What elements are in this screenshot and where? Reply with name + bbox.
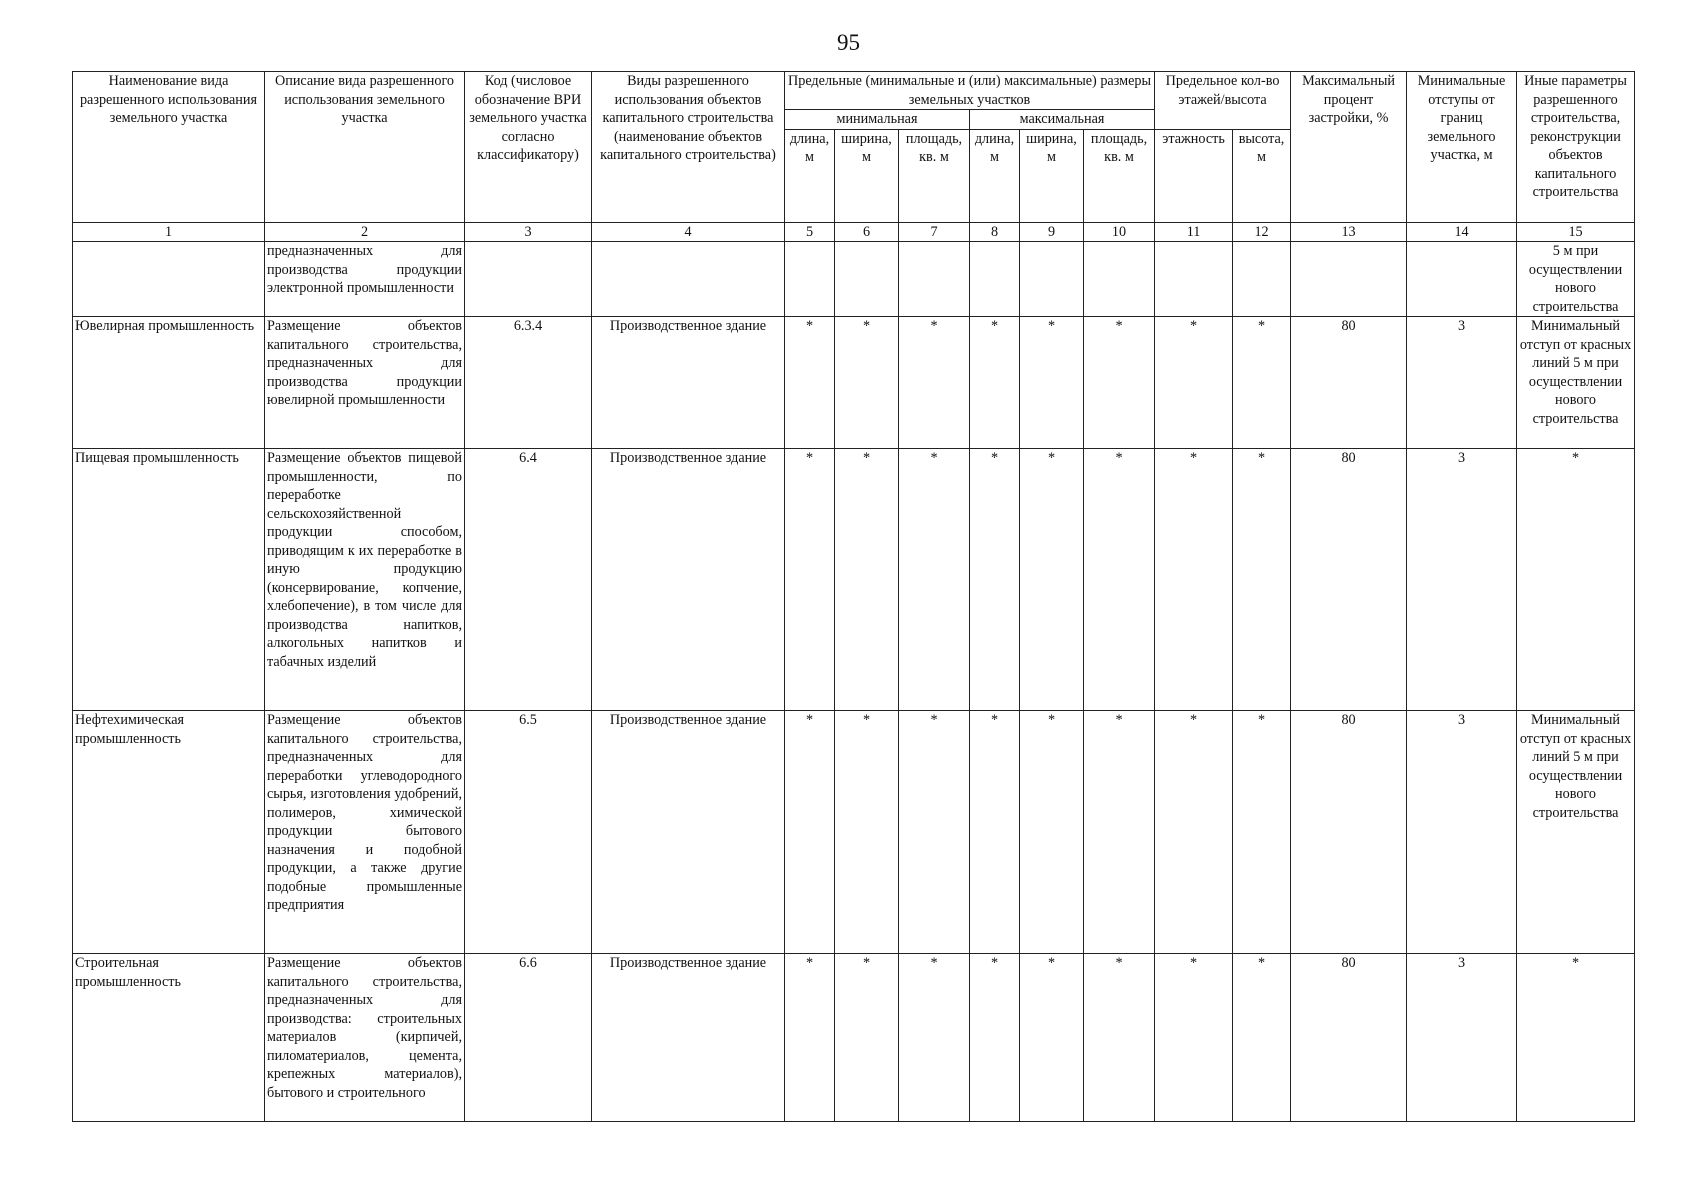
column-number: 14 [1407,222,1517,242]
setback: 3 [1407,711,1517,954]
height: * [1233,449,1291,711]
height: * [1233,317,1291,449]
setback: 3 [1407,449,1517,711]
max-width: * [1020,449,1084,711]
min-area: * [899,317,970,449]
column-number: 6 [835,222,899,242]
object-type: Производственное здание [592,317,785,449]
coverage: 80 [1291,317,1407,449]
header-min-area: площадь, кв. м [899,129,970,222]
column-number: 3 [465,222,592,242]
min-length: * [785,954,835,1122]
object-type: Производственное здание [592,449,785,711]
min-length: * [785,449,835,711]
max-width: * [1020,954,1084,1122]
height: * [1233,954,1291,1122]
column-number: 9 [1020,222,1084,242]
header-max-area: площадь, кв. м [1084,129,1155,222]
coverage: 80 [1291,954,1407,1122]
object-type: Производственное здание [592,954,785,1122]
header-vri-description: Описание вида разрешенного использования земельного участка [265,72,465,223]
coverage: 80 [1291,711,1407,954]
max-length: * [970,449,1020,711]
floors: * [1155,711,1233,954]
header-vri-code: Код (числовое обозначение ВРИ земельного участка согласно классификатору) [465,72,592,223]
min-area: * [899,954,970,1122]
vri-code [465,242,592,317]
header-max-coverage: Максимальный процент застройки, % [1291,72,1407,223]
height [1233,242,1291,317]
max-width: * [1020,317,1084,449]
height: * [1233,711,1291,954]
min-area: * [899,449,970,711]
other-params: 5 м при осуществлении нового строительства [1517,242,1635,317]
table-row [73,317,1635,449]
vri-description: Размещение объектов капитального строительства, предназначенных для производства: строительных материалов (кирпичей, пиломатериалов, цемента, крепежных материалов), бытового и строительного [265,954,465,1122]
min-width [835,242,899,317]
column-number: 5 [785,222,835,242]
min-area [899,242,970,317]
header-other-params: Иные параметры разрешенного строительства, реконструкции объектов капитального строительства [1517,72,1635,223]
max-area: * [1084,317,1155,449]
coverage [1291,242,1407,317]
table-row [73,242,1635,317]
floors: * [1155,954,1233,1122]
header-max-length: длина, м [970,129,1020,222]
vri-description: Размещение объектов пищевой промышленности, по переработке сельскохозяйственной продукции способом, приводящим к их переработке в иную продукцию (консервирование, копчение, хлебопечение), в том числе для производства напитков, алкогольных напитков и табачных изделий [265,449,465,711]
column-number: 2 [265,222,465,242]
vri-description: Размещение объектов капитального строительства, предназначенных для переработки углеводородного сырья, изготовления удобрений, полимеров, химической продукции бытового назначения и подобной продукции, а также другие подобные промышленные предприятия [265,711,465,954]
vri-name [73,242,265,317]
vri-name: Нефтехимическая промышленность [73,711,265,954]
other-params: * [1517,954,1635,1122]
max-length [970,242,1020,317]
column-number: 4 [592,222,785,242]
max-length: * [970,954,1020,1122]
column-number: 10 [1084,222,1155,242]
column-number: 15 [1517,222,1635,242]
header-min-setbacks: Минимальные отступы от границ земельного участка, м [1407,72,1517,223]
column-number: 12 [1233,222,1291,242]
table-row [73,711,1635,954]
vri-name: Ювелирная промышленность [73,317,265,449]
min-area: * [899,711,970,954]
floors: * [1155,317,1233,449]
setback: 3 [1407,954,1517,1122]
coverage: 80 [1291,449,1407,711]
table-row [73,449,1635,711]
header-max-width: ширина, м [1020,129,1084,222]
column-number: 11 [1155,222,1233,242]
column-number: 1 [73,222,265,242]
header-minimum: минимальная [785,110,970,130]
header-height: высота, м [1233,129,1291,222]
object-type: Производственное здание [592,711,785,954]
max-length: * [970,317,1020,449]
header-maximum: максимальная [970,110,1155,130]
other-params: Минимальный отступ от красных линий 5 м при осуществлении нового строительства [1517,317,1635,449]
header-min-width: ширина, м [835,129,899,222]
max-area: * [1084,711,1155,954]
column-number: 8 [970,222,1020,242]
header-floors-height: Предельное кол-во этажей/высота [1155,72,1291,130]
max-area: * [1084,449,1155,711]
object-type [592,242,785,317]
header-vri-name: Наименование вида разрешенного использования земельного участка [73,72,265,223]
zoning-table [72,71,1635,1122]
max-area: * [1084,954,1155,1122]
header-floors: этажность [1155,129,1233,222]
max-width: * [1020,711,1084,954]
floors: * [1155,449,1233,711]
min-width: * [835,449,899,711]
vri-name: Строительная промышленность [73,954,265,1122]
column-number: 7 [899,222,970,242]
min-length [785,242,835,317]
vri-name: Пищевая промышленность [73,449,265,711]
vri-code: 6.5 [465,711,592,954]
column-number: 13 [1291,222,1407,242]
vri-code: 6.4 [465,449,592,711]
page-number: 95 [837,30,860,55]
max-area [1084,242,1155,317]
header-plot-size-limits: Предельные (минимальные и (или) максимальные) размеры земельных участков [785,72,1155,110]
vri-code: 6.6 [465,954,592,1122]
vri-description: предназначенных для производства продукции электронной промышленности [265,242,465,317]
min-width: * [835,317,899,449]
floors [1155,242,1233,317]
table-row [73,954,1635,1122]
min-width: * [835,711,899,954]
min-width: * [835,954,899,1122]
min-length: * [785,711,835,954]
header-object-types: Виды разрешенного использования объектов капитального строительства (наименование объектов капитального строительства) [592,72,785,223]
min-length: * [785,317,835,449]
max-length: * [970,711,1020,954]
column-numbers-row [73,222,1635,242]
vri-description: Размещение объектов капитального строительства, предназначенных для производства продукции ювелирной промышленности [265,317,465,449]
header-min-length: длина, м [785,129,835,222]
max-width [1020,242,1084,317]
other-params: Минимальный отступ от красных линий 5 м при осуществлении нового строительства [1517,711,1635,954]
vri-code: 6.3.4 [465,317,592,449]
setback: 3 [1407,317,1517,449]
setback [1407,242,1517,317]
other-params: * [1517,449,1635,711]
